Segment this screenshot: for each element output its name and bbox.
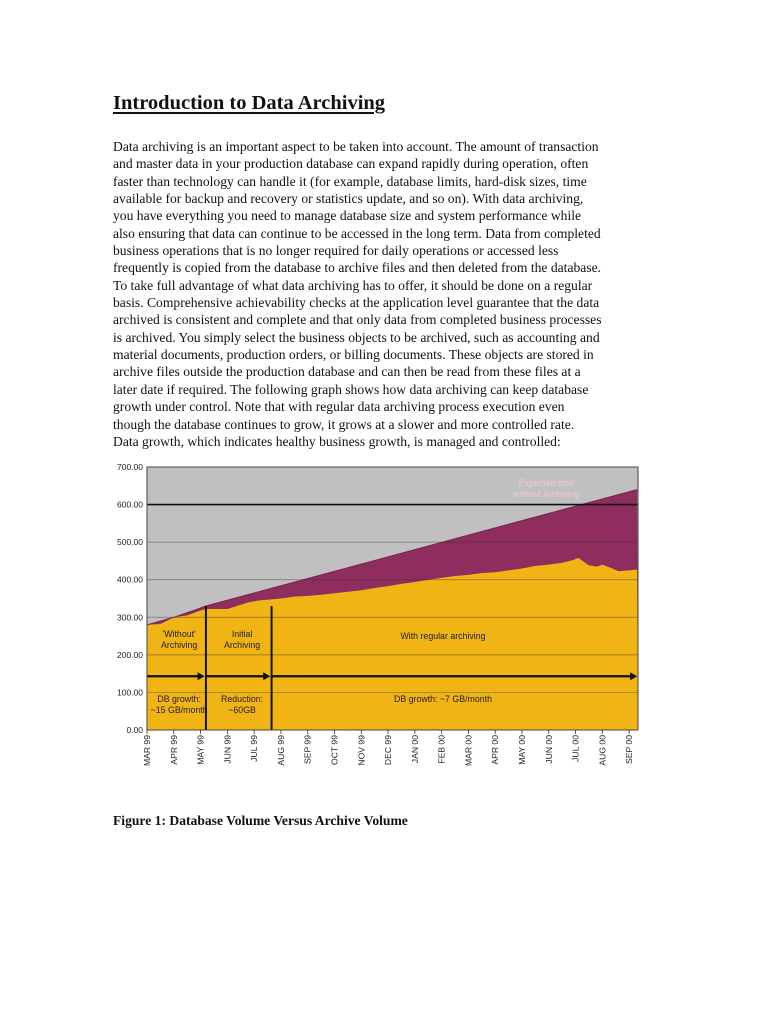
chart-annotation: Expected size [518, 477, 574, 488]
y-tick-label: 300.00 [117, 612, 143, 623]
database-volume-chart [104, 456, 649, 786]
body-line: archived is consistent and complete and that only data from completed business processes [113, 312, 602, 328]
chart-annotation: ~60GB [228, 704, 256, 715]
body-line: archive files outside the production database and can then be read from these files at a [113, 364, 581, 380]
x-tick-label: FEB 00 [436, 735, 447, 764]
body-line: Data archiving is an important aspect to be taken into account. The amount of transaction [113, 139, 599, 154]
document-title: Introduction to Data Archiving [113, 92, 386, 114]
y-tick-label: 600.00 [117, 499, 143, 510]
y-tick-label: 100.00 [117, 687, 143, 698]
body-line: frequently is copied from the database to archive files and then deleted from the database. [113, 260, 602, 276]
y-tick-label: 200.00 [117, 649, 143, 660]
y-tick-label: 700.00 [117, 462, 143, 472]
body-line: also ensuring that data can continue to be accessed in the long term. Data from completed [113, 225, 601, 241]
body-line: growth under control. Note that with regular data archiving process execution even [113, 399, 565, 415]
chart-annotation: without Archiving [513, 488, 580, 499]
x-tick-label: JUN 99 [222, 735, 233, 764]
body-line: basis. Comprehensive achievability checks at the application level guarantee that the data [113, 295, 600, 311]
body-line: is archived. You simply select the business objects to be archived, such as accounting and [113, 329, 600, 345]
body-line: and master data in your production database can expand rapidly during operation, often [113, 156, 589, 172]
x-tick-label: SEP 00 [624, 735, 635, 764]
x-tick-label: APR 00 [490, 735, 501, 765]
x-tick-label: SEP 99 [302, 735, 313, 764]
x-tick-label: OCT 99 [329, 735, 340, 765]
x-tick-label: JUL 00 [570, 735, 581, 762]
chart-annotation: Archiving [161, 639, 198, 650]
x-tick-label: MAR 00 [463, 735, 474, 767]
body-paragraph [113, 138, 673, 450]
body-line: To take full advantage of what data archiving has to offer, it should be done on a regular [113, 277, 593, 293]
x-tick-label: MAR 99 [142, 735, 152, 767]
body-line: though the database continues to grow, it grows at a slower and more controlled rate. [113, 416, 575, 432]
x-tick-label: JAN 00 [409, 735, 420, 764]
x-tick-label: AUG 99 [275, 735, 286, 766]
x-tick-label: DEC 99 [383, 735, 394, 766]
body-line: business operations that is no longer required for daily operations or accessed less [113, 243, 559, 259]
x-tick-label: JUN 00 [543, 735, 554, 764]
body-line: later date if required. The following graph shows how data archiving can keep database [113, 381, 589, 397]
body-line: available for backup and recovery or statistics update, and so on). With data archiving, [113, 191, 584, 207]
figure-caption: Figure 1: Database Volume Versus Archive Volume [113, 813, 408, 828]
x-tick-label: JUL 99 [249, 735, 260, 762]
body-line: faster than technology can handle it (for example, database limits, hard-disk sizes, time [113, 173, 587, 189]
chart-annotation: Reduction: [221, 693, 264, 704]
y-tick-label: 0.00 [126, 725, 143, 735]
x-tick-label: NOV 99 [356, 735, 367, 766]
chart-annotation: ~15 GB/month [150, 704, 208, 715]
chart-annotation: With regular archiving [400, 631, 486, 642]
x-tick-label: APR 99 [168, 735, 179, 765]
chart-annotation: DB growth: ~7 GB/month [393, 693, 493, 704]
body-line: you have everything you need to manage database size and system performance while [113, 208, 582, 224]
x-tick-label: MAY 00 [517, 735, 528, 765]
x-tick-label: AUG 00 [597, 735, 608, 766]
y-tick-label: 500.00 [117, 537, 143, 548]
body-line: Data growth, which indicates healthy business growth, is managed and controlled: [113, 433, 561, 449]
chart-annotation: Initial [231, 628, 253, 639]
chart-annotation: DB growth: [157, 693, 201, 704]
x-tick-label: MAY 99 [195, 735, 206, 765]
chart-annotation: 'Without' [162, 628, 196, 639]
body-line: material documents, production orders, or billing documents. These objects are stored in [113, 347, 594, 363]
chart-annotation: Archiving [223, 639, 261, 650]
y-tick-label: 400.00 [117, 574, 143, 585]
